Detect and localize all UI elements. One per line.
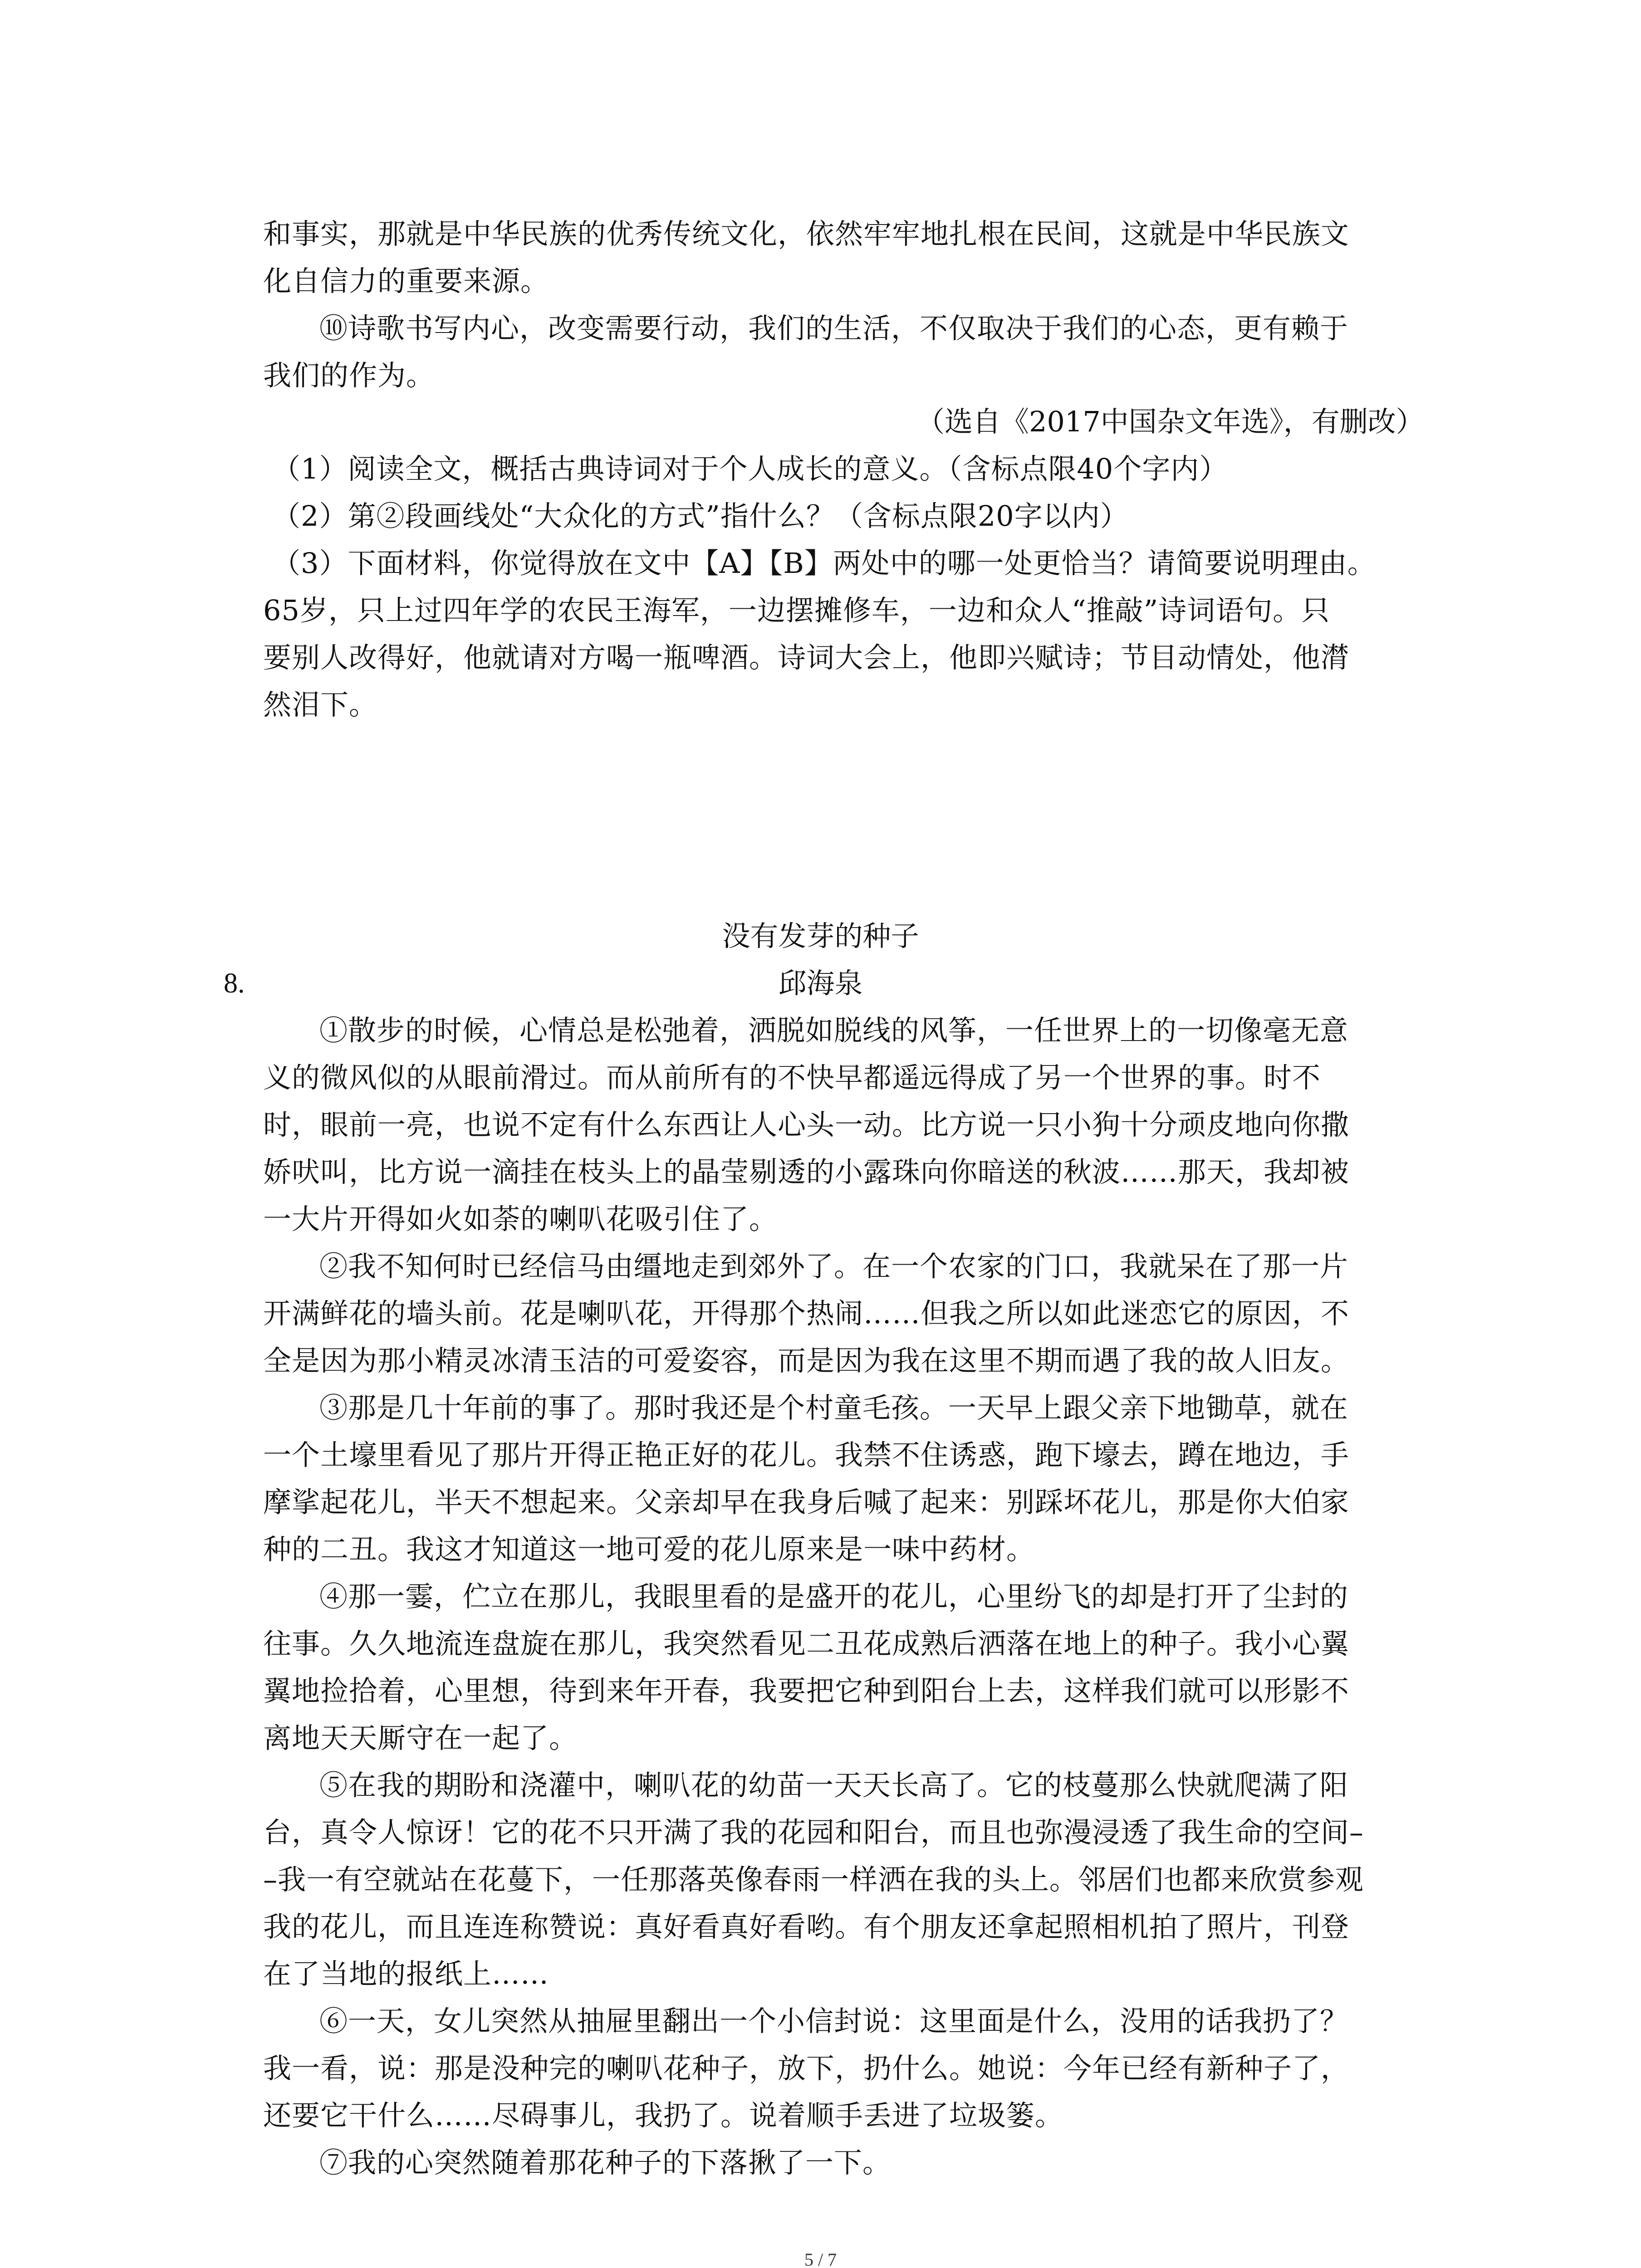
material-line: 然泪下。 — [263, 688, 378, 721]
paragraph-5-line: 台，真令人惊讶！它的花不只开满了我的花园和阳台，而且也弥漫浸透了我生命的空间– — [263, 1816, 1364, 1849]
paragraph-7-line: ⑦我的心突然随着那花种子的下落揪了一下。 — [319, 2146, 892, 2179]
paragraph-3-line: 摩挲起花儿，半天不想起来。父亲却早在我身后喊了起来：别踩坏花儿，那是你大伯家 — [263, 1486, 1350, 1519]
paragraph-1-line: 时，眼前一亮，也说不定有什么东西让人心头一动。比方说一只小狗十分顽皮地向你撒 — [263, 1108, 1350, 1141]
paragraph-4-line: 离地天天厮守在一起了。 — [263, 1721, 578, 1755]
paragraph-1-line: 一大片开得如火如荼的喇叭花吸引住了。 — [263, 1202, 778, 1236]
article-title: 没有发芽的种子 — [722, 919, 919, 953]
question-3-material — [263, 587, 1416, 728]
paragraph-4-line: 翼地捡拾着，心里想，待到来年开春，我要把它种到阳台上去，这样我们就可以形影不 — [263, 1674, 1350, 1707]
paragraph-2-line: 开满鲜花的墙头前。花是喇叭花，开得那个热闹……但我之所以如此迷恋它的原因，不 — [263, 1297, 1350, 1330]
paragraph-2-line: 全是因为那小精灵冰清玉洁的可爱姿容，而是因为我在这里不期而遇了我的故人旧友。 — [263, 1344, 1350, 1377]
page-number: 5 / 7 — [804, 2249, 837, 2268]
article-body — [263, 1007, 1416, 2186]
paragraph-3-line: ③那是几十年前的事了。那时我还是个村童毛孩。一天早上跟父亲下地锄草，就在 — [319, 1391, 1349, 1424]
text-line: 化自信力的重要来源。 — [263, 264, 549, 298]
paragraph-6-line: 我一看，说：那是没种完的喇叭花种子，放下，扔什么。她说：今年已经有新种子了， — [263, 2052, 1350, 2085]
question-3: （3）下面材料，你觉得放在文中【A】【B】两处中的哪一处更恰当？请简要说明理由。 — [272, 547, 1376, 580]
article-author: 邱海泉 — [778, 967, 863, 1000]
text-line: 和事实，那就是中华民族的优秀传统文化，依然牢牢地扎根在民间，这就是中华民族文 — [263, 217, 1350, 250]
paragraph-5-line: ⑤在我的期盼和浇灌中，喇叭花的幼苗一天天长高了。它的枝蔓那么快就爬满了阳 — [319, 1769, 1349, 1802]
paragraph-3-line: 一个土壕里看见了那片开得正艳正好的花儿。我禁不住诱惑，跑下壕去，蹲在地边，手 — [263, 1438, 1350, 1471]
paragraph-10-line: ⑩诗歌书写内心，改变需要行动，我们的生活，不仅取决于我们的心态，更有赖于 — [319, 312, 1349, 345]
source-citation: （选自《2017中国杂文年选》，有删改） — [916, 405, 1424, 438]
question-2: （2）第②段画线处“大众化的方式”指什么？（含标点限20字以内） — [272, 499, 1129, 533]
question-number: 8. — [224, 968, 245, 999]
questions-block — [272, 445, 1425, 587]
paragraph-5-line: 在了当地的报纸上…… — [263, 1957, 549, 1990]
material-line: 要别人改得好，他就请对方喝一瓶啤酒。诗词大会上，他即兴赋诗；节目动情处，他潸 — [263, 641, 1350, 674]
question-1: （1）阅读全文，概括古典诗词对于个人成长的意义。（含标点限40个字内） — [272, 452, 1228, 485]
paragraph-6-line: 还要它干什么……尽碍事儿，我扔了。说着顺手丢进了垃圾篓。 — [263, 2099, 1064, 2132]
paragraph-1-line: 娇吠叫，比方说一滴挂在枝头上的晶莹剔透的小露珠向你暗送的秋波……那天，我却被 — [263, 1155, 1350, 1188]
paragraph-2-line: ②我不知何时已经信马由缰地走到郊外了。在一个农家的门口，我就呆在了那一片 — [319, 1250, 1349, 1283]
paragraph-6-line: ⑥一天，女儿突然从抽屉里翻出一个小信封说：这里面是什么，没用的话我扔了？ — [319, 2004, 1349, 2038]
paragraph-5-line: 我的花儿，而且连连称赞说：真好看真好看哟。有个朋友还拿起照相机拍了照片，刊登 — [263, 1910, 1350, 1943]
paragraph-3-line: 种的二丑。我这才知道这一地可爱的花儿原来是一味中药材。 — [263, 1533, 1035, 1566]
paragraph-10-line: 我们的作为。 — [263, 359, 435, 392]
material-line: 65岁，只上过四年学的农民王海军，一边摆摊修车，一边和众人“推敲”诗词语句。只 — [263, 594, 1330, 627]
previous-article-continuation — [263, 210, 1416, 399]
paragraph-4-line: ④那一霎，伫立在那儿，我眼里看的是盛开的花儿，心里纷飞的却是打开了尘封的 — [319, 1580, 1349, 1613]
paragraph-4-line: 往事。久久地流连盘旋在那儿，我突然看见二丑花成熟后洒落在地上的种子。我小心翼 — [263, 1627, 1350, 1660]
paragraph-5-line: –我一有空就站在花蔓下，一任那落英像春雨一样洒在我的头上。邻居们也都来欣赏参观 — [263, 1863, 1364, 1896]
paragraph-1-line: 义的微风似的从眼前滑过。而从前所有的不快早都遥远得成了另一个世界的事。时不 — [263, 1061, 1321, 1094]
paragraph-1-line: ①散步的时候，心情总是松弛着，洒脱如脱线的风筝，一任世界上的一切像毫无意 — [319, 1014, 1349, 1047]
